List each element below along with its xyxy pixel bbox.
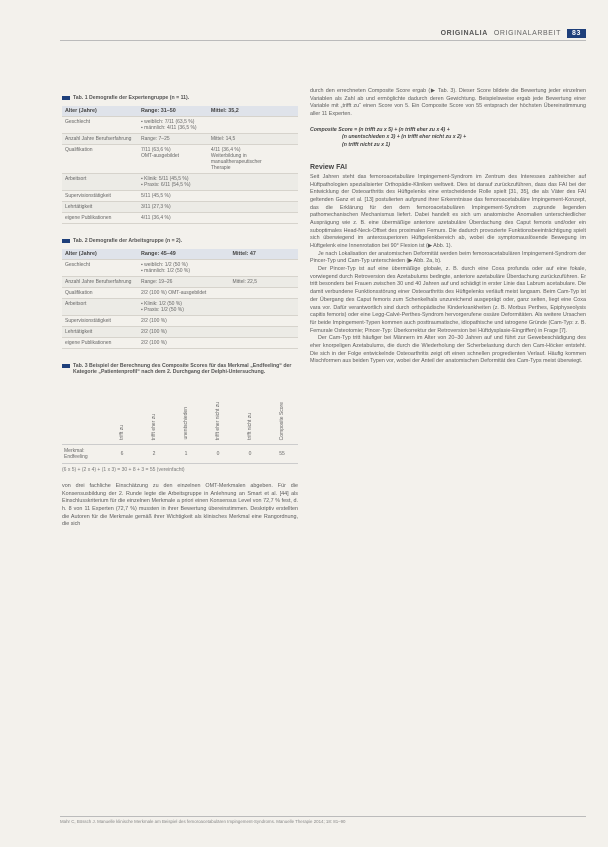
row-label: Arbeitsort: [62, 298, 138, 315]
table-row: [62, 445, 298, 464]
row-label: Geschlecht: [62, 259, 138, 276]
row-label: eigene Publikationen: [62, 212, 138, 223]
row-value: 7/11 (63,6 %) OMT-ausgebildet: [138, 144, 208, 173]
table-header-cell: trifft nicht zu: [234, 380, 266, 445]
table-header-cell: Range: 45–49: [138, 249, 230, 260]
right-column: [310, 88, 586, 366]
row-value: 2/2 (100 %): [138, 326, 298, 337]
row-value: Range: 19–26: [138, 276, 230, 287]
table-row: [62, 133, 298, 144]
row-value: Mittel: 14,5: [208, 133, 298, 144]
table2: [62, 249, 298, 349]
table1-body: [62, 116, 298, 223]
running-header: [338, 27, 586, 40]
row-label: Qualifikation: [62, 287, 138, 298]
table-header-cell: trifft eher nicht zu: [202, 380, 234, 445]
table-row: [62, 326, 298, 337]
table-row: [62, 201, 298, 212]
formula-line: (n unentschieden x 3) + (n trifft eher nicht zu x 2) +: [342, 134, 467, 141]
table-row: [62, 259, 298, 276]
table2-body: [62, 259, 298, 348]
table-header-cell: Composite Score: [266, 380, 298, 445]
body-paragraph: Je nach Lokalisation der anatomischen Deformität werden beim femoroacetabulären Impingement-Syndrom der Pincer-Typ und Cam-Typ unterschieden (▶ Abb. 2a, b).: [310, 250, 586, 265]
table1-title: Tab. 1 Demografie der Expertengruppe (n = 11).: [62, 95, 298, 102]
row-value: Mittel: 22,5: [230, 276, 298, 287]
row-label: Lehrtätigkeit: [62, 326, 138, 337]
table-row: [62, 276, 298, 287]
row-label: eigene Publikationen: [62, 337, 138, 348]
page-footer: Mahr C, Bössch J. Manuelle klinische Merkmale am Beispiel des femoroacetabulären Impingement-Syndroms. Manuelle Therapie 2014; 18: 81–90: [60, 816, 586, 824]
row-label: Anzahl Jahre Berufserfahrung: [62, 133, 138, 144]
row-value: 2/2 (100 %) OMT-ausgebildet: [138, 287, 298, 298]
row-label: Anzahl Jahre Berufserfahrung: [62, 276, 138, 287]
body-paragraph: Der Cam-Typ tritt häufiger bei Männern im Alter von 20–30 Jahren auf und führt zur Gewebeschädigung des eher knorpeligen Azetabulums, die durch die Wiederholung der Scherbelastung durch den Cam-Höcker entsteht. Die sich in der Folge entwickelnde Osteoarthritis zeigt oft einen schnellen progredienten Verlauf. Häufig kommen Mischformen aus beiden Typen vor, wobei der Anteil der anatomischen Deformität des Cam-Typs meist überwiegt.: [310, 335, 586, 365]
body-paragraph: Der Pincer-Typ ist auf eine übermäßige globale, z. B. durch eine Coxa profunda oder auf eine fokale, vorwiegend durch Retroversion des Azetabulums bedingte, anteriore azetabuläre Überdachung zurückzuführen. Er tritt besonders bei Frauen zwischen 30 und 40 Jahren auf und schädigt in erster Linie das Labrum acetabulare. Die damit verbundene Funktionsstörung einer Osteoarthritis des Hüftgelenks verläuft meist langsam. Beim Cam-Typ ist der Übergang des Caput femoris zum Schenkelhals unzureichend ausgeprägt oder, ganz selten, liegt eine Coxa vara vor. Dafür verantwortlich sind durch orthopädische Kinderkrankheiten (z. B. Morbus Perthes, Epiphyseolysis capitis femoris) oder eine Legg-Calvé-Perthes-Syndrom hervorgerufene ossäre Deformitäten. Als weitere Ursachen für beide Impingement-Typen kommen auch posttraumatische, idiopathische und iatrogene Gründe (Cam-Typ: z. B. Femurale Osteotomie; Pincer-Typ: Überkorrektur der Retroversion bei Hüftdysplasie-Eingriffen) in Frage [7].: [310, 266, 586, 334]
table-cell: Merkmal: Endfeeling: [62, 445, 106, 464]
table-header-cell: Alter (Jahre): [62, 106, 138, 117]
table-row: [62, 190, 298, 201]
table-header-cell: Mittel: 35,2: [208, 106, 298, 117]
table-marker-icon: [62, 364, 70, 368]
row-value: 3/11 (27,3 %): [138, 201, 298, 212]
left-column: [62, 95, 298, 529]
table-header-cell: Alter (Jahre): [62, 249, 138, 260]
row-label: Supervisionstätigkeit: [62, 190, 138, 201]
table3-formula: (6 x 5) + (2 x 4) + (1 x 3) = 30 + 8 + 3 = 55 (vereinfacht): [62, 467, 185, 473]
row-value: ▪ weiblich: 7/11 (63,5 %) ▪ männlich: 4/11 (36,5 %): [138, 116, 298, 133]
row-value: 4/11 (36,4 %) Weiterbildung in manualtherapeutischer Therapie: [208, 144, 298, 173]
table-header-cell: trifft zu: [106, 380, 138, 445]
row-label: Supervisionstätigkeit: [62, 315, 138, 326]
table-cell: 6: [106, 445, 138, 464]
formula-line: Composite Score = (n trifft zu x 5) + (n trifft eher zu x 4) +: [310, 126, 450, 133]
table3: [62, 380, 298, 464]
table-header-row: [62, 249, 298, 260]
table-header-cell: Mittel: 47: [230, 249, 298, 260]
body-paragraph: Seit Jahren steht das femoroacetabuläre Impingement-Syndrom im Zentrum des Interesses zahlreicher auf Hüftpathologien spezialisierter Orthopädie-Kliniken weltweit. Dies ist darauf zurückzuführen, dass das FAI bei der Entwicklung der Osteoarthritis des Hüftgelenks eine entscheidende Rolle spielt [31, 35], die als Väter des FAI geltenden Ganz et al. [13] postulierten aufgrund ihrer Erkenntnisse das femoroacetabuläre Impingement-Konzept, das die Erklärung für den dem femoroacetabulären Impingement-Syndrom zugrunde liegenden pathomechanischen Mechanismus liefert. Dabei handelt es sich um anatomische Anomalien unterschiedlicher Ausprägung wie z. B. eine übermäßige anteriore azetabuläre Überdachung des Caput femoris und/oder ein suboptimales Head-Neck-Offset des proximalen Femurs. Die dadurch provozierte Funktionsbeeinträchtigung spielt sich überwiegend im anterosuperioren Hüftgelenkbereich ab, wobei die symptomauslösende Bewegung im Hüftgelenk eine Innenrotation bei 90° Flexion ist (▶ Abb. 1).: [310, 174, 586, 250]
table-marker-icon: [62, 96, 70, 100]
header-rule: [60, 40, 586, 41]
row-label: Qualifikation: [62, 144, 138, 173]
row-value: 2/2 (100 %): [138, 315, 298, 326]
row-label: Geschlecht: [62, 116, 138, 133]
row-value: Range: 7–25: [138, 133, 208, 144]
row-value: ▪ weiblich: 1/2 (50 %) ▪ männlich: 1/2 (50 %): [138, 259, 298, 276]
body-paragraph: von drei fachliche Einschätzung zu den einzelnen OMT-Merkmalen abgeben. Für die Konsensusbildung der 2. Runde legte die Arbeitsgruppe in Anlehnung an Smart et al. [44] als Einschlusskriterium für die einzelnen Merkmale a priori einen Konsensus Level von 72,7 % fest, d. h. 8 von 11 Experten (72,7 %) mussten in ihrer Bewertung übereinstimmen. Deskriptiv erstellten die Autoren für die Merkmale gemäß ihrer Wichtigkeit als klinisches Merkmal eine Rangordnung, die sich: [62, 483, 298, 528]
body-paragraph: durch den errechneten Composite Score ergab (▶ Tab. 3). Dieser Score bildete die Bewertung jeder einzelnen Variablen als Zahl ab und ermöglichte dadurch deren Gewichtung. Beispielsweise ergab jede Bewertung einer Variable mit „trifft zu“ einen Score von 5. Ein Composite Score von 55 entsprach der höchsten Übereinstimmung aller 11 Experten.: [310, 88, 586, 118]
row-value: 5/11 (45,5 %): [138, 190, 298, 201]
table-row: [62, 337, 298, 348]
section-name: ORIGINALARBEIT: [493, 30, 561, 37]
section-heading: Review FAI: [310, 164, 347, 172]
table-row: [62, 173, 298, 190]
table-header-cell: unentschieden: [170, 380, 202, 445]
composite-score-formula: [310, 127, 586, 150]
table2-title: Tab. 2 Demografie der Arbeitsgruppe (n = 2).: [62, 238, 298, 245]
table3-title: Tab. 3 Beispiel der Berechnung des Composite Scores für das Merkmal „Endfeeling“ der Kategorie „Patientenprofil“ nach dem 2. Durchgang der Delphi-Untersuchung.: [62, 363, 298, 377]
journal-name: ORIGINALIA: [440, 30, 488, 37]
table-row: [62, 315, 298, 326]
table-cell: 0: [202, 445, 234, 464]
table-cell: 1: [170, 445, 202, 464]
table-header-cell: trifft eher zu: [138, 380, 170, 445]
table-header-cell: Range: 31–50: [138, 106, 208, 117]
table-header-row: [62, 106, 298, 117]
row-value: ▪ Klinik: 5/11 (45,5 %) ▪ Praxis: 6/11 (54,5 %): [138, 173, 298, 190]
row-value: 4/11 (36,4 %): [138, 212, 298, 223]
page-number: 83: [567, 29, 586, 38]
row-label: Lehrtätigkeit: [62, 201, 138, 212]
table-cell: 55: [266, 445, 298, 464]
row-value: ▪ Klinik: 1/2 (50 %) ▪ Praxis: 1/2 (50 %): [138, 298, 298, 315]
row-label: Arbeitsort: [62, 173, 138, 190]
table-header-row: [62, 380, 298, 445]
table-cell: 0: [234, 445, 266, 464]
table-row: [62, 298, 298, 315]
formula-line: (n trifft nicht zu x 1): [342, 142, 391, 149]
row-value: 2/2 (100 %): [138, 337, 298, 348]
table-row: [62, 116, 298, 133]
table-row: [62, 144, 298, 173]
table-row: [62, 212, 298, 223]
table-cell: 2: [138, 445, 170, 464]
table1: [62, 106, 298, 224]
table-marker-icon: [62, 239, 70, 243]
table-row: [62, 287, 298, 298]
table-header-cell: [62, 380, 106, 445]
